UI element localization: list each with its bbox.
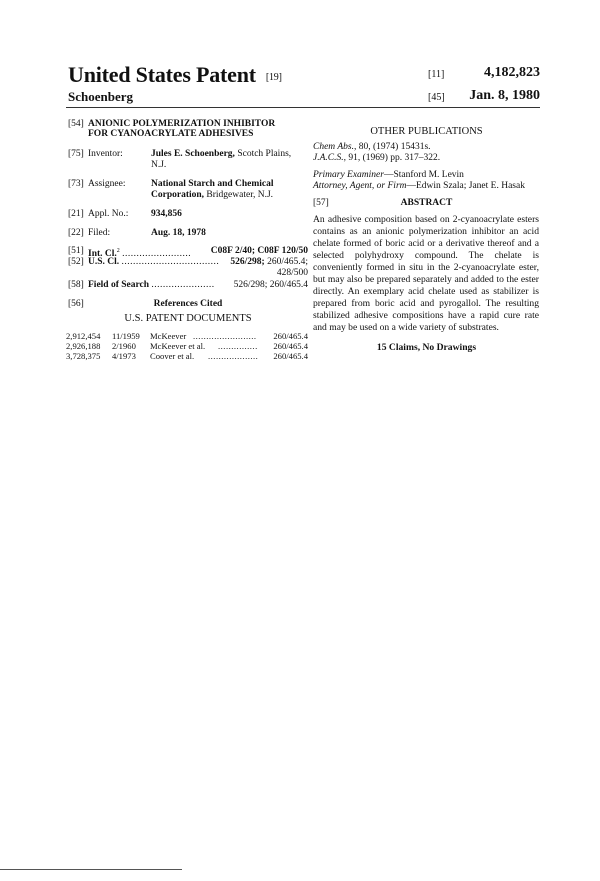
reference-number: 2,926,188: [66, 341, 101, 351]
date-label: [45]: [428, 92, 445, 103]
patent-number-label: [11]: [428, 69, 445, 80]
intcl-code: [51]: [68, 246, 84, 256]
filed-code: [22]: [68, 228, 84, 238]
pub1-journal: Chem Abs.,: [313, 142, 357, 152]
assignee-location: Bridgewater, N.J.: [206, 190, 274, 200]
publication-2: [313, 153, 440, 165]
field-value: 526/298; 260/465.4: [233, 280, 308, 290]
uscl-dots: ..................................: [121, 257, 220, 267]
pub1-citation: 80, (1974) 15431s.: [358, 142, 431, 152]
intcl-dots: ........................: [122, 249, 192, 260]
intcl-label: Int. Cl.: [88, 249, 117, 260]
refs-subtitle: U.S. PATENT DOCUMENTS: [124, 313, 252, 324]
reference-class: 260/465.4: [273, 351, 308, 361]
reference-date: 2/1960: [112, 341, 136, 351]
field-label: Field of Search: [88, 280, 150, 290]
assignee-name-2: Corporation,: [151, 190, 205, 200]
reference-class: 260/465.4: [273, 331, 308, 341]
reference-date: 4/1973: [112, 351, 136, 361]
header-divider: [66, 107, 540, 108]
field-code: [58]: [68, 280, 84, 290]
reference-number: 3,728,375: [66, 351, 101, 361]
uscl-label: U.S. Cl.: [88, 257, 120, 267]
primary-examiner: [313, 170, 464, 182]
abstract-title: ABSTRACT: [400, 198, 453, 208]
abstract-text: An adhesive composition based on 2-cyanoacrylate esters contains as an anionic polymerization inhibitor an acid chelate formed of boric acid or a derivative thereof and a selected polyhydroxy compound. The chelate is conveniently formed in situ in the 2-cyanoacrylate ester, but may also be prepared separately and added to the ester directly. An exemplary acid chelate used as stabilizer is prepared from boric acid and pyrogallol. The resulting stabilized adhesive compositions have a rapid cure rate and may be used on a wide variety of substrates.: [313, 214, 539, 333]
attorney-names: —Edwin Szala; Janet E. Hasak: [406, 181, 525, 191]
intcl-value: C08F 2/40; C08F 120/50: [210, 246, 308, 256]
reference-number: 2,912,454: [66, 331, 101, 341]
pub2-journal: J.A.C.S.,: [313, 153, 346, 163]
title-text: United States Patent: [68, 62, 256, 87]
filed-date: Aug. 18, 1978: [151, 228, 206, 238]
title-ref-code: [19]: [265, 72, 282, 83]
attorney-label: Attorney, Agent, or Firm: [313, 181, 407, 191]
filed-label: Filed:: [88, 228, 111, 238]
uscl-code: [52]: [68, 257, 84, 267]
uscl-value-line2: 428/500: [276, 268, 308, 278]
invention-title-line2: FOR CYANOACRYLATE ADHESIVES: [88, 129, 254, 139]
patent-date: Jan. 8, 1980: [469, 88, 540, 103]
assignee-code: [73]: [68, 179, 84, 189]
appl-label: Appl. No.:: [88, 209, 129, 219]
examiner-name: —Stanford M. Levin: [383, 170, 464, 180]
appl-code: [21]: [68, 209, 84, 219]
assignee-label: Assignee:: [88, 179, 126, 189]
reference-name: Coover et al.: [150, 351, 195, 361]
reference-dots: ........................: [193, 331, 257, 341]
inventor-code: [75]: [68, 149, 84, 159]
invention-title-line1: ANIONIC POLYMERIZATION INHIBITOR: [88, 119, 276, 129]
other-publications-title: OTHER PUBLICATIONS: [370, 126, 483, 137]
appl-number: 934,856: [151, 209, 182, 219]
inventor-value: [151, 149, 291, 161]
inventor-location-2: N.J.: [151, 160, 167, 170]
attorney: [313, 181, 525, 193]
assignee-value-2: [151, 190, 273, 202]
uscl-value-bold: 526/298;: [230, 257, 265, 267]
uscl-value: [230, 257, 308, 269]
reference-dots: ...................: [208, 351, 259, 361]
field-line: [88, 280, 215, 292]
claims-summary: 15 Claims, No Drawings: [376, 342, 477, 353]
reference-date: 11/1959: [112, 331, 140, 341]
reference-class: 260/465.4: [273, 341, 308, 351]
refs-code: [56]: [68, 299, 84, 309]
publication-1: [313, 142, 431, 154]
intcl-sup: 2: [116, 248, 120, 254]
uscl-line: [88, 257, 219, 269]
assignee-name: National Starch and Chemical: [151, 179, 274, 189]
inventor-label: Inventor:: [88, 149, 123, 159]
reference-dots: ...............: [218, 341, 258, 351]
pub2-citation: 91, (1969) pp. 317–322.: [348, 153, 441, 163]
reference-name: McKeever et al.: [150, 341, 206, 351]
refs-title: References Cited: [153, 299, 223, 309]
inventor-name: Jules E. Schoenberg,: [151, 149, 235, 159]
examiner-label: Primary Examiner: [313, 170, 384, 180]
abstract-code: [57]: [313, 198, 329, 208]
title-code: [54]: [68, 119, 84, 129]
patent-number: 4,182,823: [484, 65, 540, 80]
header-inventor-surname: Schoenberg: [68, 89, 133, 104]
footer-rule: [0, 869, 182, 870]
inventor-location: Scotch Plains,: [237, 149, 292, 159]
reference-name: McKeever: [150, 331, 187, 341]
field-dots: ......................: [151, 280, 215, 290]
patent-title: [68, 62, 282, 88]
uscl-value-rest: 260/465.4;: [267, 257, 308, 267]
